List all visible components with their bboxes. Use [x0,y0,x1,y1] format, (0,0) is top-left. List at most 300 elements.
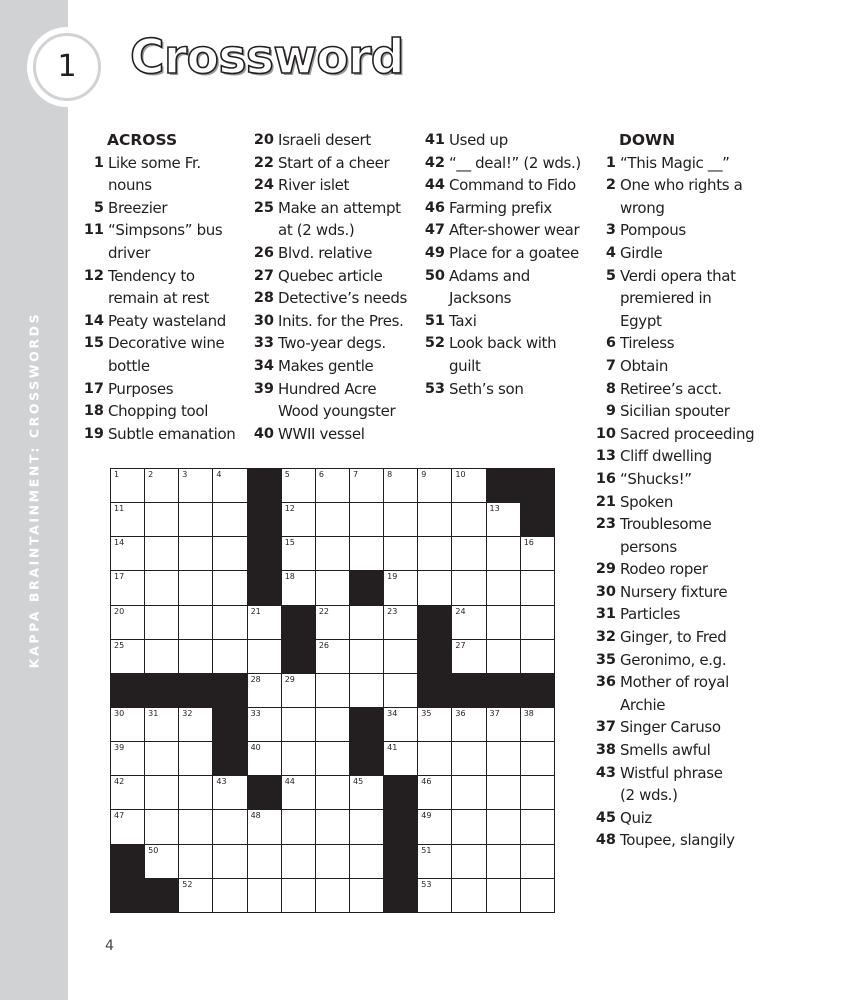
grid-cell[interactable] [452,708,486,742]
clue-item [423,129,595,152]
cell-number: 19 [387,572,398,582]
grid-cell-black [282,606,316,640]
grid-cell-black [384,879,418,913]
grid-cell[interactable] [350,845,384,879]
grid-cell[interactable] [316,674,350,708]
clue-number: 7 [605,357,616,374]
grid-cell[interactable] [282,674,316,708]
sidebar-strip [0,0,68,1000]
clue-text: River islet [278,176,350,195]
puzzle-number: 1 [57,49,77,84]
grid-cell[interactable] [213,879,247,913]
grid-cell[interactable] [521,571,555,605]
grid-cell[interactable] [179,469,213,503]
grid-cell[interactable] [145,845,179,879]
grid-cell[interactable] [282,708,316,742]
clue-text: After-shower wear [449,221,580,240]
grid-cell[interactable] [282,879,316,913]
clue-text: Taxi [449,311,477,330]
grid-cell[interactable] [316,742,350,776]
sidebar-label: KAPPA BRAINTAINMENT: CROSSWORDS [26,311,42,669]
cell-number: 32 [182,708,193,718]
grid-cell[interactable] [179,537,213,571]
clue-text: Seth’s son [449,379,524,398]
grid-cell[interactable] [248,606,282,640]
cell-number: 20 [114,606,125,616]
grid-cell[interactable] [145,606,179,640]
grid-cell[interactable] [418,503,452,537]
grid-cell[interactable] [282,845,316,879]
clue-item [82,174,252,197]
grid-cell-black [418,606,452,640]
grid-cell[interactable] [316,640,350,674]
grid-cell[interactable] [384,606,418,640]
grid-cell[interactable] [487,640,521,674]
grid-cell[interactable] [282,776,316,810]
clue-item [82,152,252,175]
grid-cell-black [384,845,418,879]
grid-cell-black [145,674,179,708]
grid-cell[interactable] [179,776,213,810]
grid-cell[interactable] [418,742,452,776]
grid-cell[interactable] [282,571,316,605]
clue-item [82,332,252,355]
clue-number: 25 [253,199,274,216]
grid-cell[interactable] [384,469,418,503]
grid-cell[interactable] [452,503,486,537]
grid-cell[interactable] [111,776,145,810]
clue-number: 33 [253,335,274,352]
clue-item [594,762,784,785]
cell-number: 53 [421,879,432,889]
clue-text: Wood youngster [278,402,396,421]
clue-text: Peaty wasteland [108,311,226,330]
grid-cell-black [145,879,179,913]
clue-column-1 [82,129,252,445]
grid-cell[interactable] [487,742,521,776]
clue-text: Spoken [620,492,674,511]
clue-item [594,265,784,288]
clue-number: 52 [424,335,445,352]
cell-number: 43 [216,777,227,787]
grid-cell[interactable] [248,708,282,742]
clue-number: 28 [253,290,274,307]
clue-text: Make an attempt [278,198,401,217]
clue-text: “__ deal!” (2 wds.) [449,153,581,172]
grid-cell[interactable] [213,776,247,810]
cell-number: 17 [114,572,125,582]
grid-cell[interactable] [316,503,350,537]
clue-text: Girdle [620,243,663,262]
clue-text: Particles [620,605,681,624]
cell-number: 38 [523,708,534,718]
clue-number [82,355,104,378]
clue-item [423,332,595,355]
grid-cell[interactable] [350,776,384,810]
grid-cell[interactable] [487,845,521,879]
grid-cell[interactable] [384,503,418,537]
grid-cell[interactable] [521,537,555,571]
grid-cell-black [213,708,247,742]
grid-cell[interactable] [316,879,350,913]
clue-text: at (2 wds.) [278,221,355,240]
grid-cell[interactable] [145,503,179,537]
grid-cell[interactable] [213,469,247,503]
grid-cell[interactable] [418,571,452,605]
clue-number: 5 [93,199,104,216]
cell-number: 33 [250,708,261,718]
grid-cell-black [248,469,282,503]
clue-text: Ginger, to Fred [620,628,727,647]
clue-number: 37 [595,719,616,736]
grid-cell-black [111,674,145,708]
clue-item [423,242,595,265]
grid-cell[interactable] [487,571,521,605]
grid-cell-black [487,469,521,503]
clue-text: Tendency to [108,266,195,285]
grid-cell[interactable] [179,742,213,776]
cell-number: 34 [387,708,398,718]
grid-cell[interactable] [248,879,282,913]
grid-cell[interactable] [111,606,145,640]
grid-cell[interactable] [487,606,521,640]
grid-cell[interactable] [384,537,418,571]
clue-item [594,626,784,649]
grid-cell[interactable] [316,810,350,844]
grid-cell[interactable] [282,469,316,503]
clue-text: Tireless [620,334,675,353]
grid-cell[interactable] [316,571,350,605]
grid-cell[interactable] [145,537,179,571]
grid-cell[interactable] [521,742,555,776]
clue-text: Pompous [620,221,686,240]
grid-cell[interactable] [179,503,213,537]
clue-number [252,400,274,423]
grid-cell[interactable] [350,810,384,844]
grid-cell[interactable] [487,708,521,742]
clue-number: 1 [605,154,616,171]
clue-text: Sicilian spouter [620,402,730,421]
clue-text: guilt [449,356,481,375]
grid-cell-black [521,469,555,503]
grid-cell[interactable] [111,537,145,571]
clue-item [423,355,595,378]
clue-text: One who rights a [620,176,743,195]
grid-cell[interactable] [350,606,384,640]
grid-cell[interactable] [179,879,213,913]
grid-cell[interactable] [487,776,521,810]
clue-text: Breezier [108,198,168,217]
clue-text: Troublesome [620,515,712,534]
clue-number: 38 [595,742,616,759]
grid-cell-black [213,742,247,776]
grid-cell[interactable] [452,537,486,571]
grid-cell[interactable] [248,845,282,879]
clue-item [82,378,252,401]
clue-number: 35 [595,651,616,668]
clue-item [594,694,784,717]
grid-cell[interactable] [213,640,247,674]
clue-number [594,310,616,333]
clue-item [423,378,595,401]
grid-cell[interactable] [248,674,282,708]
clue-number: 42 [424,154,445,171]
clue-item [252,310,427,333]
grid-cell-black [418,640,452,674]
grid-cell[interactable] [282,537,316,571]
cell-number: 8 [387,470,393,479]
cell-number: 12 [284,504,295,514]
cell-number: 15 [284,538,295,548]
grid-cell[interactable] [179,571,213,605]
grid-cell[interactable] [521,640,555,674]
clue-number: 13 [595,448,616,465]
clue-number: 31 [595,606,616,623]
clue-text: Farming prefix [449,198,552,217]
grid-cell[interactable] [213,845,247,879]
clue-number [82,287,104,310]
cell-number: 45 [352,777,364,787]
grid-cell[interactable] [316,708,350,742]
clue-item [423,174,595,197]
clue-text: Start of a cheer [278,153,390,172]
grid-cell[interactable] [418,776,452,810]
clue-text: Used up [449,131,508,149]
clue-item [594,671,784,694]
grid-cell[interactable] [452,776,486,810]
cell-number: 47 [114,811,125,821]
grid-cell[interactable] [384,640,418,674]
grid-cell[interactable] [452,845,486,879]
grid-cell[interactable] [452,606,486,640]
grid-cell[interactable] [521,810,555,844]
clue-text: (2 wds.) [620,786,678,805]
grid-cell[interactable] [350,503,384,537]
grid-cell-black [418,674,452,708]
clue-text: Retiree’s acct. [620,379,722,398]
cell-number: 23 [387,606,398,616]
clue-item [594,219,784,242]
clue-item [252,174,427,197]
grid-cell-black [111,879,145,913]
clue-number: 48 [595,832,616,849]
grid-cell[interactable] [418,537,452,571]
clue-number: 12 [83,267,104,284]
grid-cell[interactable] [452,810,486,844]
clue-number: 51 [424,312,445,329]
clue-text: Quebec article [278,266,383,285]
grid-cell[interactable] [316,606,350,640]
clue-item [423,219,595,242]
grid-cell[interactable] [452,640,486,674]
grid-cell[interactable] [452,742,486,776]
clue-item [252,378,427,401]
grid-cell[interactable] [350,674,384,708]
grid-cell[interactable] [418,708,452,742]
clue-number: 23 [595,516,616,533]
grid-cell[interactable] [248,810,282,844]
cell-number: 31 [148,708,159,718]
clue-item [423,197,595,220]
cell-number: 42 [114,777,125,787]
grid-cell[interactable] [145,708,179,742]
grid-cell[interactable] [179,640,213,674]
grid-cell[interactable] [452,469,486,503]
grid-cell[interactable] [487,537,521,571]
clue-text: Detective’s needs [278,289,407,308]
clue-number: 44 [424,177,445,194]
grid-cell[interactable] [248,640,282,674]
grid-cell[interactable] [521,708,555,742]
down-heading: DOWN [619,131,676,149]
clue-number: 30 [595,583,616,600]
badge-ring [33,33,101,101]
clue-item [82,265,252,288]
clue-item [594,603,784,626]
grid-cell[interactable] [316,537,350,571]
cell-number: 52 [182,879,193,889]
grid-cell[interactable] [145,776,179,810]
clue-number: 6 [605,335,616,352]
grid-cell[interactable] [145,742,179,776]
grid-cell[interactable] [282,503,316,537]
cell-number: 49 [421,811,432,821]
grid-cell[interactable] [487,810,521,844]
grid-cell[interactable] [316,469,350,503]
grid-cell[interactable] [418,810,452,844]
grid-cell[interactable] [179,606,213,640]
clue-text: WWII vessel [278,424,365,443]
grid-cell[interactable] [282,742,316,776]
clue-text: Toupee, slangily [620,831,735,850]
clue-text: Jacksons [449,289,512,308]
clue-text: Wistful phrase [620,763,723,782]
clue-item [594,378,784,401]
clue-number: 34 [253,357,274,374]
clue-item [252,265,427,288]
cell-number: 10 [455,470,466,479]
grid-cell[interactable] [452,879,486,913]
clue-number: 43 [595,764,616,781]
clue-item [82,287,252,310]
grid-cell[interactable] [111,571,145,605]
grid-cell[interactable] [521,879,555,913]
cell-number: 39 [114,743,125,753]
clue-item [594,197,784,220]
grid-cell[interactable] [384,674,418,708]
clue-number: 4 [605,244,616,261]
clue-text: Quiz [620,808,652,827]
grid-cell[interactable] [179,810,213,844]
grid-cell[interactable] [111,503,145,537]
grid-cell[interactable] [316,776,350,810]
grid-cell[interactable] [213,571,247,605]
grid-cell-black [248,776,282,810]
grid-cell[interactable] [418,879,452,913]
clue-text: Archie [620,695,666,714]
grid-cell[interactable] [248,742,282,776]
grid-cell[interactable] [521,845,555,879]
clue-number: 27 [253,267,274,284]
grid-cell[interactable] [282,810,316,844]
grid-cell[interactable] [145,469,179,503]
clue-item [252,423,427,446]
clue-number: 40 [253,425,274,442]
clue-text: Geronimo, e.g. [620,650,727,669]
grid-cell[interactable] [111,640,145,674]
grid-cell[interactable] [418,845,452,879]
grid-cell[interactable] [350,469,384,503]
clue-number: 30 [253,312,274,329]
grid-cell[interactable] [145,640,179,674]
grid-cell[interactable] [521,776,555,810]
grid-cell[interactable] [521,606,555,640]
grid-cell-black [521,503,555,537]
grid-cell[interactable] [111,810,145,844]
clue-item [594,468,784,491]
clue-number: 15 [83,335,104,352]
clue-item [252,129,427,152]
clue-item [594,739,784,762]
grid-cell[interactable] [452,571,486,605]
clue-text: Mother of royal [620,673,729,692]
grid-cell-black [282,640,316,674]
clue-item [82,310,252,333]
grid-cell[interactable] [418,469,452,503]
grid-cell[interactable] [111,469,145,503]
cell-number: 13 [489,504,500,514]
grid-cell[interactable] [350,879,384,913]
grid-cell[interactable] [111,742,145,776]
grid-cell[interactable] [213,810,247,844]
grid-cell-black [248,571,282,605]
grid-cell[interactable] [179,845,213,879]
grid-cell[interactable] [487,503,521,537]
clue-item [594,581,784,604]
grid-cell-black [384,810,418,844]
grid-cell[interactable] [213,503,247,537]
grid-cell[interactable] [350,537,384,571]
clue-item [594,174,784,197]
clue-item [594,784,784,807]
clue-text: Decorative wine [108,334,225,353]
clue-text: Makes gentle [278,356,374,375]
clue-item [252,197,427,220]
clue-number: 8 [605,380,616,397]
grid-cell[interactable] [213,537,247,571]
grid-cell[interactable] [213,606,247,640]
grid-cell[interactable] [179,708,213,742]
clue-item [82,242,252,265]
clue-item [594,807,784,830]
clue-number [594,197,616,220]
grid-cell[interactable] [350,640,384,674]
grid-cell[interactable] [145,810,179,844]
cell-number: 46 [421,777,432,787]
grid-cell[interactable] [111,708,145,742]
clue-item [594,445,784,468]
grid-cell[interactable] [487,879,521,913]
grid-cell[interactable] [384,571,418,605]
clue-text: “This Magic __” [620,153,730,172]
grid-cell[interactable] [316,845,350,879]
grid-cell[interactable] [384,742,418,776]
clue-text: Look back with [449,334,557,353]
cell-number: 2 [148,470,154,479]
clue-number: 41 [424,132,445,148]
grid-cell[interactable] [145,571,179,605]
grid-cell[interactable] [384,708,418,742]
